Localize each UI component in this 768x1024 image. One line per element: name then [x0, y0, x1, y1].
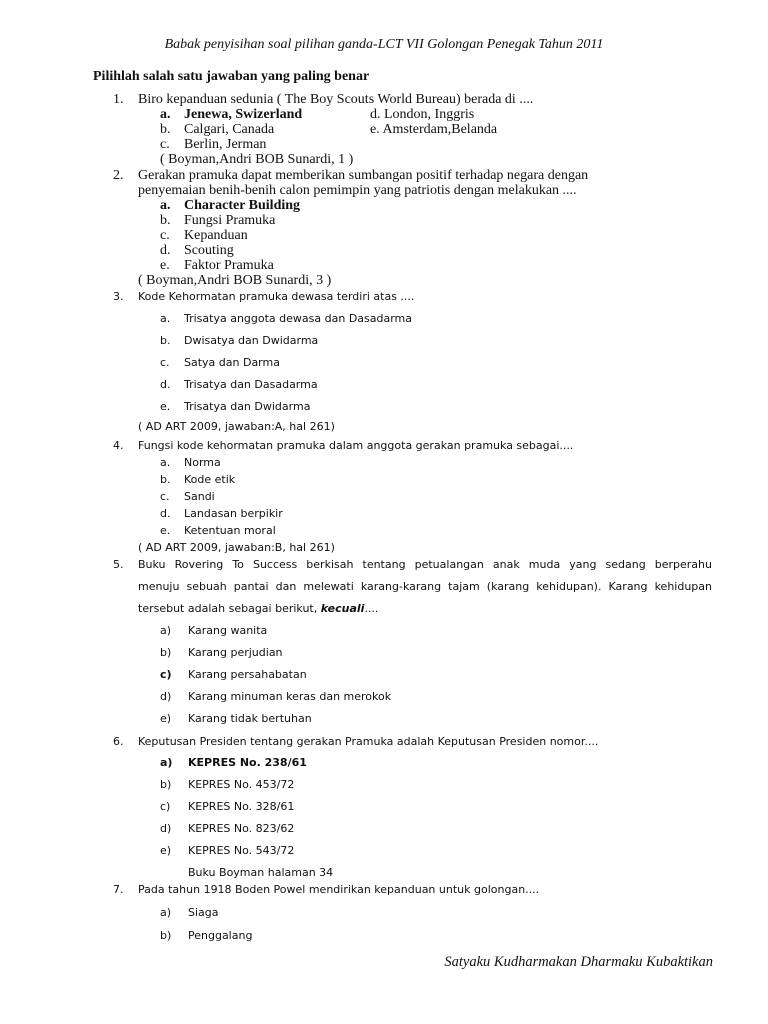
- question-text: Pada tahun 1918 Boden Powel mendirikan kepanduan untuk golongan....: [138, 883, 540, 896]
- option-label: e.: [160, 400, 171, 413]
- option-label: a.: [160, 198, 171, 213]
- option-label: e.: [160, 258, 170, 273]
- option-label: e): [160, 712, 172, 725]
- option-text: KEPRES No. 238/61: [188, 756, 307, 769]
- question-text-part: ....: [364, 602, 379, 615]
- option-text: Trisatya anggota dewasa dan Dasadarma: [184, 312, 413, 325]
- option-label: b): [160, 929, 172, 942]
- option-label: c.: [160, 137, 170, 152]
- question-text: Kode Kehormatan pramuka dewasa terdiri atas ....: [138, 290, 415, 303]
- question-text-part: tersebut adalah sebagai berikut,: [138, 602, 321, 615]
- option-text: Penggalang: [188, 929, 253, 942]
- option-label: a.: [160, 312, 171, 325]
- option-text: Karang persahabatan: [188, 668, 307, 681]
- option-text: Kepanduan: [184, 228, 248, 243]
- option-label: b.: [160, 473, 171, 486]
- reference: ( AD ART 2009, jawaban:B, hal 261): [138, 541, 335, 554]
- option-label: d.: [160, 243, 171, 258]
- option-label: e.: [160, 524, 171, 537]
- reference: ( AD ART 2009, jawaban:A, hal 261): [138, 420, 335, 433]
- option-label: d.: [160, 507, 171, 520]
- option-text: Kode etik: [184, 473, 236, 486]
- option-label: a): [160, 906, 172, 919]
- option-text: KEPRES No. 543/72: [188, 844, 295, 857]
- option-text: KEPRES No. 328/61: [188, 800, 295, 813]
- option-text: Karang perjudian: [188, 646, 283, 659]
- question-text: menuju sebuah pantai dan melewati karang-karang tajam (karang kehidupan). Karang kehidupan: [138, 580, 712, 593]
- reference: ( Boyman,Andri BOB Sunardi, 3 ): [138, 273, 332, 288]
- question-number: 4.: [113, 439, 124, 452]
- option-text: Berlin, Jerman: [184, 137, 267, 152]
- option-label: d): [160, 690, 172, 703]
- option-text: Ketentuan moral: [184, 524, 276, 537]
- option-label: e): [160, 844, 172, 857]
- question-text: penyemaian benih-benih calon pemimpin yang patriotis dengan melakukan ....: [138, 183, 577, 198]
- option-text: Character Building: [184, 198, 301, 213]
- option-text: Landasan berpikir: [184, 507, 283, 520]
- option-text: Siaga: [188, 906, 219, 919]
- option-text: Karang wanita: [188, 624, 268, 637]
- option-label: a): [160, 624, 172, 637]
- page-footer: Satyaku Kudharmakan Dharmaku Kubaktikan: [444, 954, 713, 970]
- question-text: Fungsi kode kehormatan pramuka dalam anggota gerakan pramuka sebagai....: [138, 439, 574, 452]
- option-text: Faktor Pramuka: [184, 258, 274, 273]
- option-text: d. London, Inggris: [370, 107, 475, 122]
- option-text: KEPRES No. 453/72: [188, 778, 295, 791]
- option-text: Fungsi Pramuka: [184, 213, 276, 228]
- question-text: Keputusan Presiden tentang gerakan Pramuka adalah Keputusan Presiden nomor....: [138, 735, 599, 748]
- option-text: e. Amsterdam,Belanda: [370, 122, 498, 137]
- question-number: 6.: [113, 735, 124, 748]
- option-label: d.: [160, 378, 171, 391]
- option-text: Calgari, Canada: [184, 122, 275, 137]
- question-number: 5.: [113, 558, 124, 571]
- question-text: Buku Rovering To Success berkisah tentang petualangan anak muda yang sedang berperahu: [138, 558, 712, 571]
- option-label: b.: [160, 122, 171, 137]
- reference: Buku Boyman halaman 34: [188, 866, 334, 879]
- emphasis-kecuali: kecuali: [320, 602, 365, 615]
- option-text: KEPRES No. 823/62: [188, 822, 295, 835]
- question-number: 3.: [113, 290, 124, 303]
- option-label: b.: [160, 334, 171, 347]
- option-label: c): [160, 668, 172, 681]
- option-label: b): [160, 778, 172, 791]
- question-number: 7.: [113, 883, 124, 896]
- option-label: c.: [160, 490, 170, 503]
- question-text: Biro kepanduan sedunia ( The Boy Scouts World Bureau) berada di ....: [138, 92, 534, 107]
- question-text: Gerakan pramuka dapat memberikan sumbangan positif terhadap negara dengan: [138, 168, 589, 183]
- option-text: Karang minuman keras dan merokok: [188, 690, 392, 703]
- instruction: Pilihlah salah satu jawaban yang paling benar: [93, 69, 370, 84]
- option-text: Trisatya dan Dasadarma: [184, 378, 318, 391]
- option-label: a.: [160, 456, 171, 469]
- option-text: Norma: [184, 456, 221, 469]
- option-text: Sandi: [184, 490, 215, 503]
- question-number: 2.: [113, 168, 124, 183]
- option-label: a): [160, 756, 173, 769]
- option-label: d): [160, 822, 172, 835]
- option-text: Dwisatya dan Dwidarma: [184, 334, 319, 347]
- option-text: Scouting: [184, 243, 234, 258]
- option-label: b.: [160, 213, 171, 228]
- option-text: Satya dan Darma: [184, 356, 280, 369]
- option-label: a.: [160, 107, 171, 122]
- option-label: c.: [160, 356, 170, 369]
- option-text: Karang tidak bertuhan: [188, 712, 312, 725]
- option-label: c.: [160, 228, 170, 243]
- option-label: c): [160, 800, 171, 813]
- option-text: Trisatya dan Dwidarma: [184, 400, 311, 413]
- option-text: Jenewa, Swizerland: [184, 107, 303, 122]
- question-number: 1.: [113, 92, 124, 107]
- option-label: b): [160, 646, 172, 659]
- reference: ( Boyman,Andri BOB Sunardi, 1 ): [160, 152, 354, 167]
- question-text: [138, 602, 378, 615]
- page-header: Babak penyisihan soal pilihan ganda-LCT VII Golongan Penegak Tahun 2011: [164, 37, 604, 52]
